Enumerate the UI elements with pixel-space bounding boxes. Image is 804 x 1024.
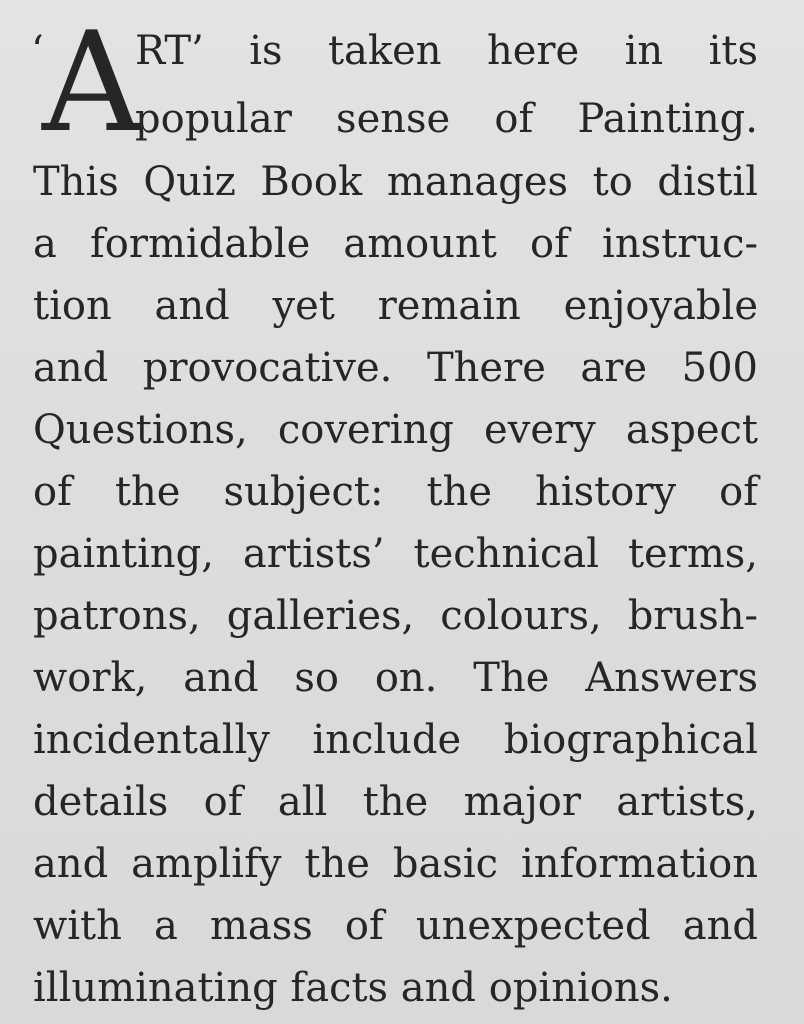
- blurb-line-2: popular sense of Painting.: [135, 96, 758, 142]
- blurb-line-16: illuminating facts and opinions.: [33, 965, 673, 1011]
- blurb-line-4: a formidable amount of instruc-: [33, 221, 758, 267]
- blurb-line-1: RT’ is taken here in its: [135, 28, 758, 74]
- blurb-line-13: details of all the major artists,: [33, 779, 758, 825]
- drop-cap-letter: A: [42, 2, 142, 163]
- blurb-line-11: work, and so on. The Answers: [33, 655, 758, 701]
- opening-quote: ‘: [31, 28, 44, 74]
- blurb-line-14: and amplify the basic information: [33, 841, 758, 887]
- blurb-line-5: tion and yet remain enjoyable: [33, 283, 758, 329]
- blurb-line-8: of the subject: the history of: [33, 469, 758, 515]
- blurb-line-3: This Quiz Book manages to distil: [33, 159, 758, 205]
- blurb-line-12: incidentally include biographical: [33, 717, 758, 763]
- blurb-line-6: and provocative. There are 500: [33, 345, 758, 391]
- blurb-line-9: painting, artists’ technical terms,: [33, 531, 758, 577]
- blurb-line-15: with a mass of unexpected and: [33, 903, 758, 949]
- blurb-line-7: Questions, covering every aspect: [33, 407, 758, 453]
- blurb-line-10: patrons, galleries, colours, brush-: [33, 593, 758, 639]
